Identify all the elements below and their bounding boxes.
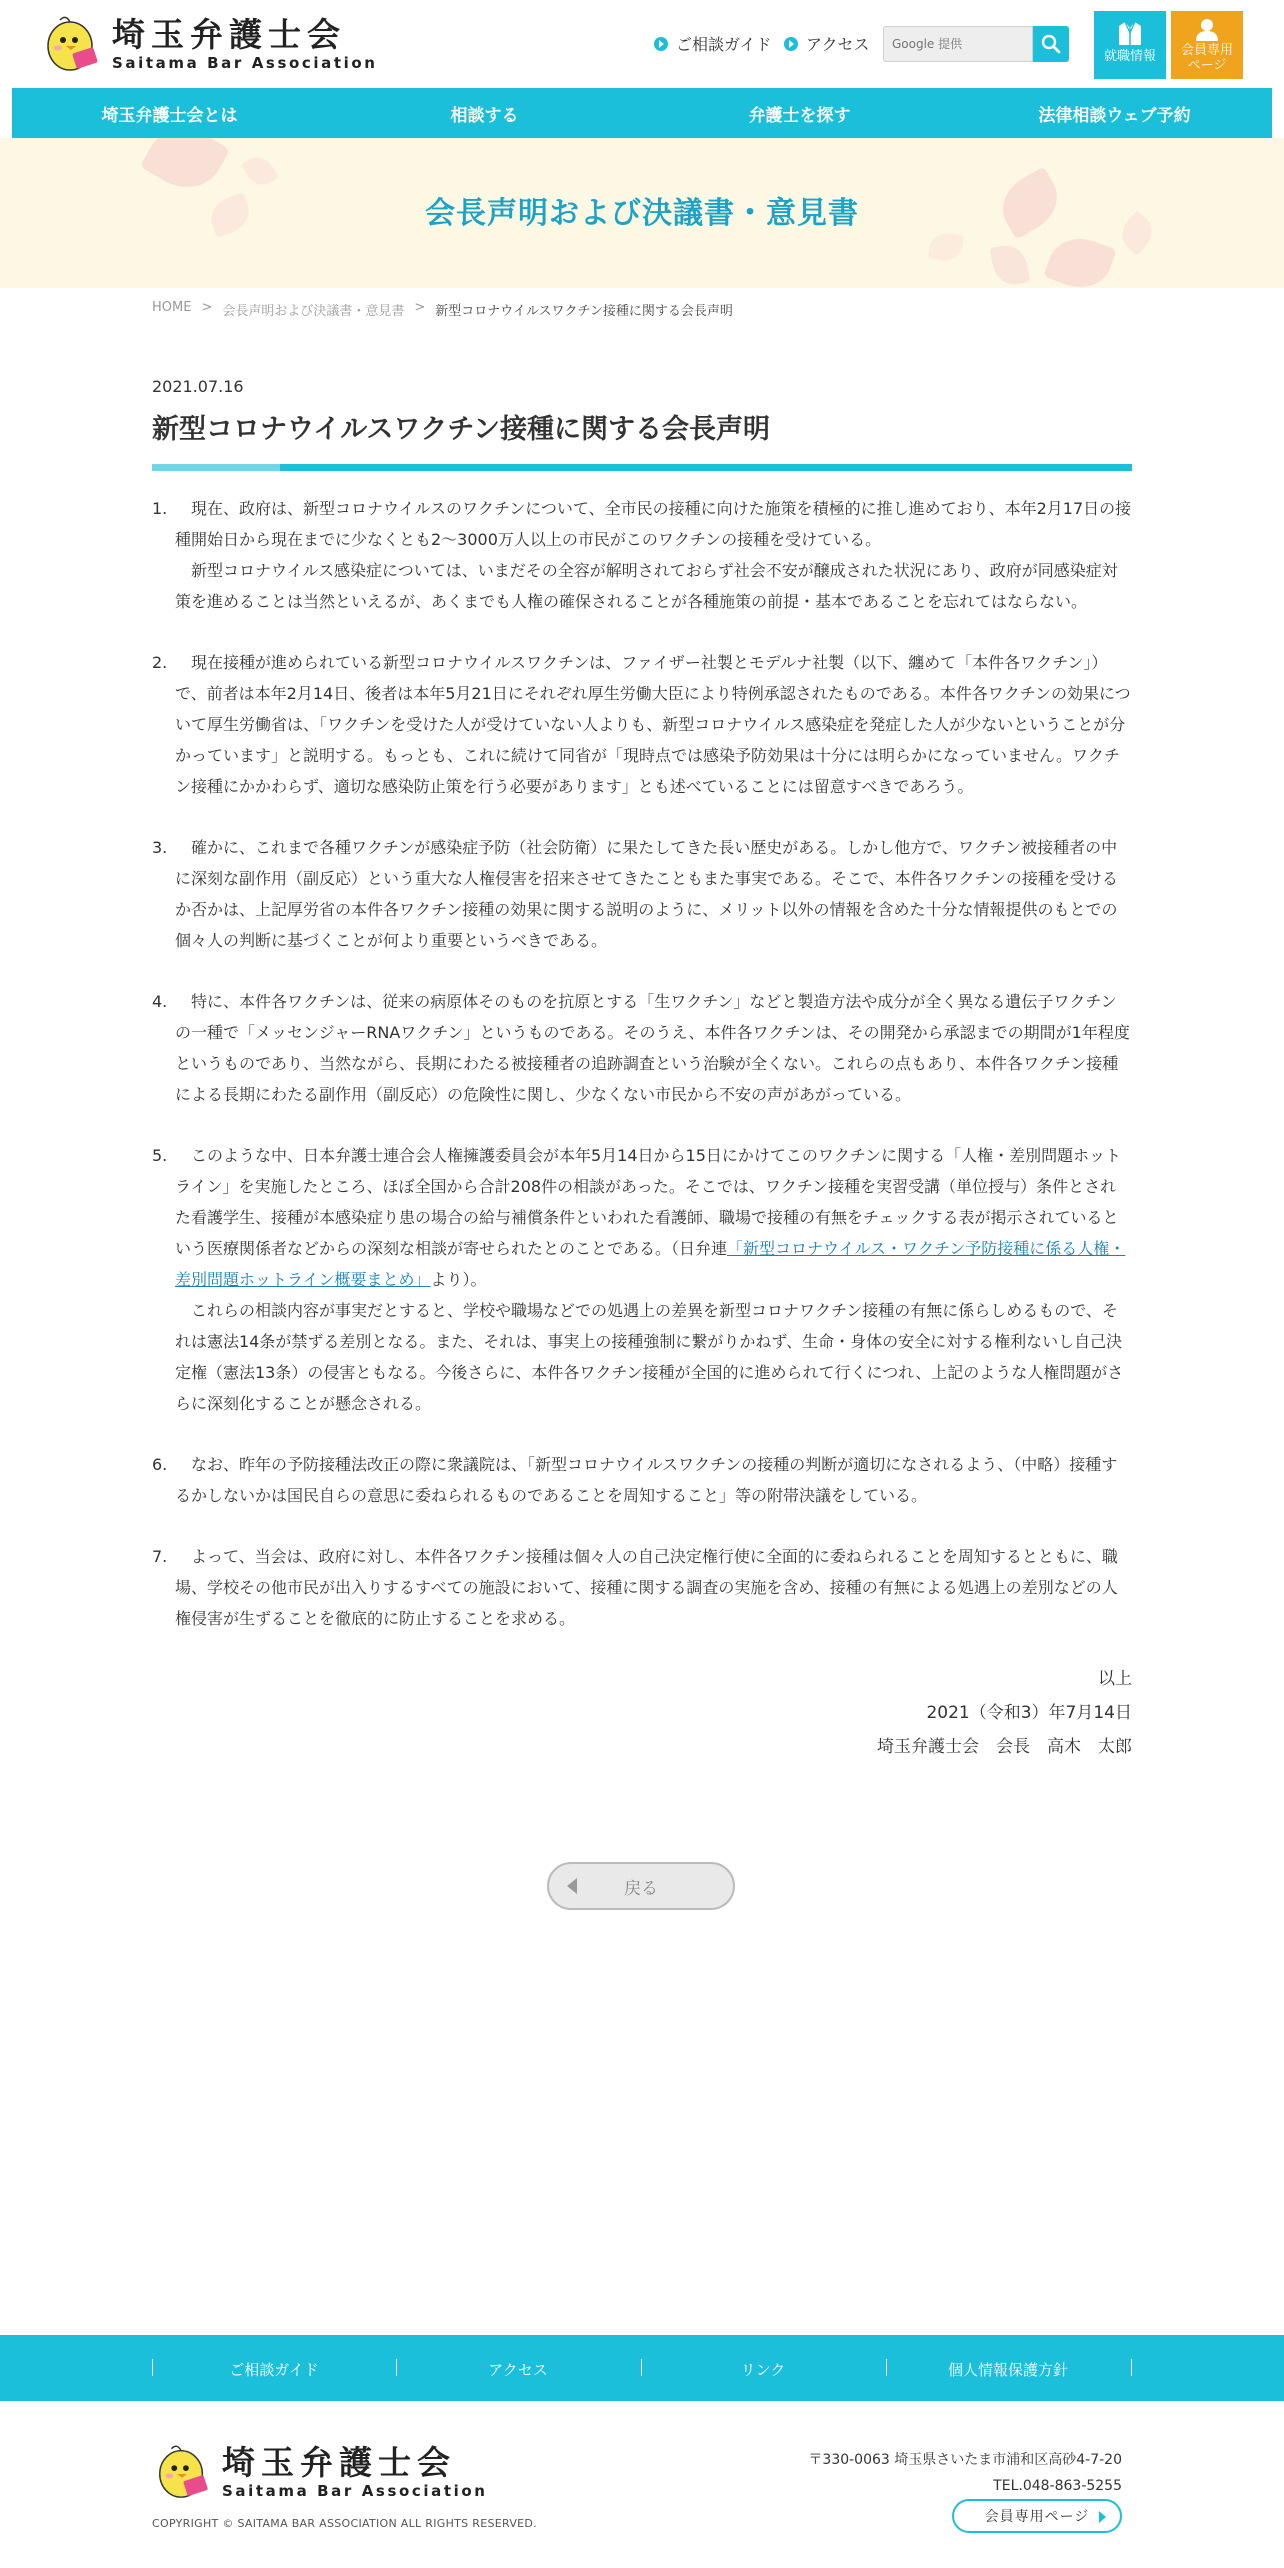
- statement-item: [152, 986, 1132, 1110]
- page-title: 会長声明および決議書・意見書: [425, 196, 859, 231]
- statement-item: [152, 493, 1132, 617]
- footer-logo[interactable]: [152, 2441, 488, 2503]
- job-info-label: 就職情報: [1103, 49, 1156, 64]
- chick-mascot-icon: [152, 2441, 214, 2503]
- nav-item-web-reservation[interactable]: 法律相談ウェブ予約: [1038, 105, 1191, 126]
- footer-nav-divider: [1131, 2359, 1132, 2376]
- nav-item-consult[interactable]: 相談する: [450, 105, 519, 126]
- item-paragraph: これらの相談内容が事実だとすると、学校や職場などでの処遇上の差異を新型コロナワクチン接種の有無に係らしめるもので、それは憲法14条が禁ずる差別となる。また、それは、事実上の接種強制に繋がりかねず、生命・身体の安全に対する権利ないし自己決定権（憲法13条）の侵害ともなる。今後さらに、本件各ワクチン接種が全国的に進められて行くにつれ、上記のような人権問題がさらに深刻化することが懸念される。: [175, 1301, 1124, 1413]
- item-number: 7.: [152, 1547, 168, 1566]
- signature-date: 2021（令和3）年7月14日: [926, 1703, 1132, 1723]
- site-footer: [0, 2401, 1284, 2568]
- back-button-label: 戻る: [624, 1878, 658, 1899]
- arrow-circle-icon: [654, 37, 668, 51]
- user-icon: [1193, 17, 1221, 43]
- footer-logo-title-jp: 埼玉弁護士会: [222, 2443, 456, 2482]
- item-number: 2.: [152, 653, 168, 672]
- footer-member-page-button[interactable]: [952, 2499, 1122, 2533]
- statement-item: [152, 647, 1132, 802]
- global-nav: [12, 88, 1272, 138]
- job-info-button[interactable]: [1094, 11, 1166, 79]
- chick-mascot-icon: [40, 12, 104, 76]
- item-paragraph: 現在接種が進められている新型コロナウイルスワクチンは、ファイザー社製とモデルナ社製（以下、纏めて「本件各ワクチン」）で、前者は本年2月14日、後者は本年5月21日にそれぞれ厚生労働大臣により特例承認されたものである。本件各ワクチンの効果について厚生労働省は、「ワクチンを受けた人が受けていない人よりも、新型コロナウイルス感染症を発症した人が少ないということが分かっています」と説明する。もっとも、これに続けて同省が「現時点では感染予防効果は十分には明らかになっていません。ワクチン接種にかかわらず、適切な感染防止策を行う必要があります」とも述べていることには留意すべきであろう。: [175, 653, 1131, 796]
- arrow-left-icon: [567, 1878, 577, 1894]
- site-logo[interactable]: [40, 12, 378, 76]
- footer-logo-title-en: Saitama Bar Association: [222, 2482, 488, 2500]
- item-number: 4.: [152, 992, 168, 1011]
- logo-title-jp: 埼玉弁護士会: [112, 15, 346, 54]
- article-title: 新型コロナウイルスワクチン接種に関する会長声明: [152, 414, 771, 445]
- member-tile-label-1: 会員専用: [1180, 43, 1233, 58]
- site-search: [883, 26, 1069, 62]
- item-paragraph: [175, 1140, 1132, 1295]
- arrow-circle-icon: [784, 37, 798, 51]
- breadcrumb-home[interactable]: HOME: [152, 300, 192, 315]
- item-paragraph: 新型コロナウイルス感染症については、いまだその全容が解明されておらず社会不安が醸成された状況にあり、政府が同感染症対策を進めることは当然といえるが、あくまでも人権の確保されることが各種施策の前提・基本であることを忘れてはならない。: [175, 561, 1118, 611]
- signature-name: 埼玉弁護士会 会長 高木 太郎: [877, 1737, 1132, 1757]
- petal-decoration: [990, 242, 1030, 287]
- logo-title-en: Saitama Bar Association: [112, 54, 378, 72]
- nav-item-about[interactable]: 埼玉弁護士会とは: [101, 105, 238, 126]
- item-text: このような中、日本弁護士連合会人権擁護委員会が本年5月14日から15日にかけてこのワクチンに関する「人権・差別問題ホットライン」を実施したところ、ほぼ全国から合計208件の相談があった。そこでは、ワクチン接種を実習受講（単位授与）条件とされた看護学生、接種が本感染症り患の場合の給与補償条件といわれた看護師、職場で接種の有無をチェックする表が掲示されているという医療関係者などからの深刻な相談が寄せられたとのことである。（日弁連: [175, 1146, 1122, 1258]
- breadcrumb-current: 新型コロナウイルスワクチン接種に関する会長声明: [435, 304, 733, 319]
- copyright: COPYRIGHT © SAITAMA BAR ASSOCIATION ALL RIGHTS RESERVED.: [152, 2517, 537, 2530]
- petal-decoration: [928, 230, 964, 263]
- address: 〒330-0063 埼玉県さいたま市浦和区高砂4-7-20: [808, 2452, 1122, 2468]
- statement-item: [152, 1541, 1132, 1634]
- breadcrumb-parent[interactable]: 会長声明および決議書・意見書: [222, 304, 405, 319]
- statement-item: [152, 1449, 1132, 1511]
- contact-info: [808, 2447, 1122, 2499]
- page-hero: [0, 138, 1284, 288]
- item-text: より）。: [430, 1270, 487, 1289]
- arrow-right-icon: [1099, 2511, 1106, 2523]
- closing-mark: 以上: [1098, 1669, 1132, 1689]
- statement-list: [152, 493, 1132, 1634]
- item-number: 6.: [152, 1455, 168, 1474]
- item-number: 1.: [152, 499, 168, 518]
- search-icon: [1041, 34, 1061, 54]
- footer-nav-access[interactable]: アクセス: [488, 2361, 548, 2379]
- back-button[interactable]: [547, 1862, 735, 1910]
- signature-block: [152, 1662, 1132, 1764]
- breadcrumb: [152, 300, 733, 319]
- footer-member-button-label: 会員専用ページ: [984, 2509, 1090, 2525]
- footer-nav-links[interactable]: リンク: [740, 2361, 786, 2379]
- title-underline: [152, 464, 1132, 471]
- footer-nav: [0, 2335, 1284, 2401]
- member-tile-label-2: ページ: [1187, 58, 1227, 73]
- item-number: 3.: [152, 838, 168, 857]
- access-link-label: アクセス: [806, 35, 870, 54]
- jacket-icon: [1116, 19, 1144, 47]
- item-paragraph: なお、昨年の予防接種法改正の際に衆議院は、「新型コロナウイルスワクチンの接種の判断が適切になされるよう、（中略）接種するかしないかは国民自らの意思に委ねられるものであることを周知すること」等の附帯決議をしている。: [175, 1455, 1118, 1505]
- footer-nav-guide[interactable]: ご相談ガイド: [229, 2361, 319, 2379]
- breadcrumb-separator: >: [201, 300, 213, 315]
- petal-decoration: [1043, 229, 1116, 288]
- telephone: TEL.048-863-5255: [993, 2478, 1122, 2494]
- guide-link-label: ご相談ガイド: [676, 35, 772, 54]
- member-page-button[interactable]: [1171, 11, 1243, 79]
- petal-decoration: [241, 152, 279, 191]
- item-paragraph: よって、当会は、政府に対し、本件各ワクチン接種は個々人の自己決定権行使に全面的に委ねられることを周知するとともに、職場、学校その他市民が出入りするすべての施設において、接種に関する調査の実施を含め、接種の有無による処遇上の差別などの人権侵害が生ずることを徹底的に防止することを求める。: [175, 1547, 1118, 1628]
- search-input[interactable]: [883, 26, 1033, 62]
- item-paragraph: 現在、政府は、新型コロナウイルスのワクチンについて、全市民の接種に向けた施策を積極的に推し進めており、本年2月17日の接種開始日から現在までに少なくとも2〜3000万人以上の市民がこのワクチンの接種を受けている。: [175, 499, 1132, 549]
- footer-nav-privacy[interactable]: 個人情報保護方針: [947, 2361, 1068, 2379]
- item-paragraph: 特に、本件各ワクチンは、従来の病原体そのものを抗原とする「生ワクチン」などと製造方法や成分が全く異なる遺伝子ワクチンの一種で「メッセンジャーRNAワクチン」というものである。そのうえ、本件各ワクチンは、その開発から承認までの期間が1年程度というものであり、当然ながら、長期にわたる被接種者の追跡調査という治験が全くない。これらの点もあり、本件各ワクチン接種による長期にわたる副作用（副反応）の危険性に関し、少なくない市民から不安の声があがっている。: [175, 992, 1130, 1104]
- item-paragraph: 確かに、これまで各種ワクチンが感染症予防（社会防衛）に果たしてきた長い歴史がある。しかし他方で、ワクチン被接種者の中に深刻な副作用（副反応）という重大な人権侵害を招来させてきたこともまた事実である。そこで、本件各ワクチンの接種を受けるか否かは、上記厚労省の本件各ワクチン接種の効果に関する説明のように、メリット以外の情報を含めた十分な情報提供のもとでの個々人の判断に基づくことが何より重要というべきである。: [175, 838, 1118, 950]
- item-number: 5.: [152, 1146, 168, 1165]
- hotline-summary-link[interactable]: 「新型コロナウイルス・ワクチン予防接種に係る人権・差別問題ホットライン概要まとめ」: [175, 1239, 1126, 1289]
- guide-link[interactable]: [654, 32, 772, 55]
- nav-item-find-lawyer[interactable]: 弁護士を探す: [748, 105, 851, 126]
- statement-item: [152, 832, 1132, 956]
- statement-item: [152, 1140, 1132, 1419]
- breadcrumb-separator: >: [414, 300, 426, 315]
- post-date: 2021.07.16: [152, 377, 244, 396]
- site-header: [0, 0, 1284, 88]
- article: [152, 375, 1132, 1764]
- access-link[interactable]: [784, 32, 870, 55]
- search-button[interactable]: [1033, 26, 1069, 62]
